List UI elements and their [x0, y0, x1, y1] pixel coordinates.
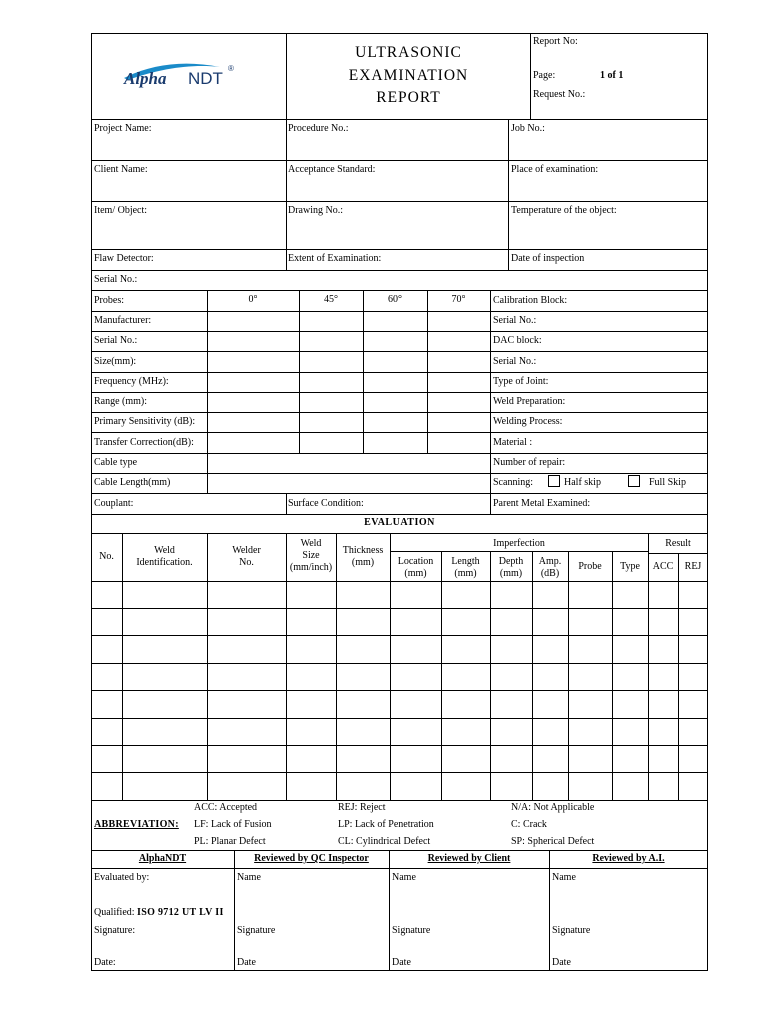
divider: [286, 493, 287, 514]
divider: [91, 868, 708, 869]
divider: [286, 119, 287, 271]
divider: [91, 850, 708, 851]
abbr-lf: LF: Lack of Fusion: [194, 819, 272, 830]
divider: [91, 745, 708, 746]
qualified-label-text: Qualified:: [94, 907, 135, 918]
location-header-line: (mm): [404, 568, 427, 579]
weld-size-header: [286, 538, 336, 574]
half-skip-label: Half skip: [564, 477, 601, 488]
title-line: REPORT: [376, 89, 441, 106]
request-no-label: Request No.:: [533, 89, 586, 100]
title-line: EXAMINATION: [348, 66, 469, 84]
divider: [91, 772, 708, 773]
divider: [299, 290, 300, 453]
divider: [122, 533, 123, 800]
size-label: Size(mm):: [94, 356, 137, 367]
divider: [91, 372, 708, 373]
ai-name-label: Name: [552, 872, 576, 883]
report-title: [287, 42, 530, 110]
extent-label: Extent of Examination:: [288, 253, 382, 264]
depth-header: [490, 556, 532, 580]
divider: [91, 533, 708, 534]
full-skip-label: Full Skip: [649, 477, 686, 488]
divider: [91, 663, 708, 664]
divider: [91, 160, 708, 161]
divider: [91, 473, 708, 474]
calibration-block-label: Calibration Block:: [493, 295, 568, 306]
divider: [390, 551, 648, 552]
title-line: ULTRASONIC: [355, 44, 462, 61]
abbr-acc: ACC: Accepted: [194, 802, 258, 813]
divider: [389, 850, 390, 971]
qc-name-label: Name: [237, 872, 261, 883]
divider: [91, 201, 708, 202]
company-logo: [122, 58, 242, 92]
item-object-label: Item/ Object:: [94, 205, 148, 216]
weld-preparation-label: Weld Preparation:: [493, 396, 566, 407]
divider: [612, 551, 613, 800]
transfer-correction-label: Transfer Correction(dB):: [94, 437, 194, 448]
weld-id-header: [122, 545, 207, 569]
welding-process-label: Welding Process:: [493, 416, 563, 427]
divider: [490, 290, 491, 514]
welder-no-header: [207, 545, 286, 569]
thickness-header-line: (mm): [351, 557, 375, 568]
client-name-label: Name: [392, 872, 416, 883]
range-label: Range (mm):: [94, 396, 148, 407]
divider: [532, 551, 533, 800]
divider: [91, 690, 708, 691]
length-header-line: Length: [451, 556, 480, 567]
frequency-label: Frequency (MHz):: [94, 376, 169, 387]
svg-text:®: ®: [228, 64, 234, 73]
divider: [490, 551, 491, 800]
divider: [363, 290, 364, 453]
abbr-lp: LP: Lack of Penetration: [338, 819, 434, 830]
page-label: Page:: [533, 70, 556, 81]
svg-text:NDT: NDT: [188, 69, 223, 88]
full-skip-checkbox[interactable]: [628, 475, 640, 487]
rej-header: REJ: [684, 561, 702, 572]
review-col-alphandt: AlphaNDT: [138, 853, 187, 864]
primary-sensitivity-label: Primary Sensitivity (dB):: [94, 416, 196, 427]
length-header: [441, 556, 490, 580]
manufacturer-label: Manufacturer:: [94, 315, 152, 326]
angle-45-header: 45°: [324, 294, 338, 305]
divider: [91, 412, 708, 413]
ai-signature-label: Signature: [552, 925, 591, 936]
evaluated-by-label: Evaluated by:: [94, 872, 150, 883]
weld-size-header-line: Weld: [300, 538, 322, 549]
divider: [207, 533, 208, 800]
job-no-label: Job No.:: [511, 123, 545, 134]
angle-70-header: 70°: [451, 294, 466, 305]
evaluation-title: EVALUATION: [364, 517, 435, 528]
weld-size-header-line: Size: [302, 550, 320, 561]
divider: [91, 718, 708, 719]
divider: [91, 800, 708, 801]
svg-text:Alpha: Alpha: [124, 69, 167, 88]
qualified-label: [94, 907, 224, 919]
review-col-qc: Reviewed by QC Inspector: [254, 853, 369, 864]
cable-length-label: Cable Length(mm): [94, 477, 171, 488]
divider: [568, 551, 569, 800]
divider: [648, 533, 649, 800]
location-header: [390, 556, 441, 580]
length-header-line: (mm): [454, 568, 477, 579]
date-of-inspection-label: Date of inspection: [511, 253, 585, 264]
divider: [234, 850, 235, 971]
temperature-label: Temperature of the object:: [511, 205, 617, 216]
review-col-ai: Reviewed by A.I.: [592, 853, 665, 864]
serial-no-label: Serial No.:: [94, 274, 138, 285]
divider: [91, 608, 708, 609]
divider: [91, 453, 708, 454]
weld-id-header-line: Weld: [154, 545, 175, 556]
surface-condition-label: Surface Condition:: [288, 498, 364, 509]
angle-0-header: 0°: [248, 294, 258, 305]
amp-header-line: (dB): [540, 568, 560, 579]
divider: [91, 514, 708, 515]
review-col-client: Reviewed by Client: [427, 853, 511, 864]
divider: [336, 533, 337, 800]
probe-serial-label: Serial No.:: [94, 335, 138, 346]
divider: [91, 432, 708, 433]
thickness-header: [336, 545, 390, 569]
divider: [91, 290, 708, 291]
divider: [91, 331, 708, 332]
logo-swoosh-icon: [122, 58, 242, 92]
flaw-detector-label: Flaw Detector:: [94, 253, 154, 264]
divider: [91, 249, 708, 250]
report-no-label: Report No:: [533, 36, 578, 47]
half-skip-checkbox[interactable]: [548, 475, 560, 487]
amp-header-line: Amp.: [538, 556, 562, 567]
divider: [91, 270, 708, 271]
divider: [91, 581, 708, 582]
abbr-cl: CL: Cylindrical Defect: [338, 836, 431, 847]
divider: [427, 290, 428, 453]
divider: [508, 119, 509, 271]
divider: [91, 392, 708, 393]
qc-signature-label: Signature: [237, 925, 276, 936]
depth-header-line: (mm): [499, 568, 523, 579]
thickness-header-line: Thickness: [342, 545, 384, 556]
parent-metal-label: Parent Metal Examined:: [493, 498, 591, 509]
acc-header: ACC: [652, 561, 674, 572]
depth-header-line: Depth: [498, 556, 524, 567]
divider: [207, 290, 208, 493]
weld-id-header-line: Identification.: [136, 557, 193, 568]
scanning-label: Scanning:: [493, 477, 533, 488]
project-name-label: Project Name:: [94, 123, 152, 134]
no-header: No.: [99, 551, 114, 562]
abbreviation-label: ABBREVIATION:: [94, 819, 179, 830]
client-name-label: Client Name:: [94, 164, 148, 175]
number-of-repair-label: Number of repair:: [493, 457, 566, 468]
abbr-rej: REJ: Reject: [338, 802, 386, 813]
divider: [91, 119, 708, 120]
place-of-examination-label: Place of examination:: [511, 164, 599, 175]
imperfection-header: Imperfection: [493, 538, 545, 549]
dac-serial-label: Serial No.:: [493, 356, 537, 367]
abbr-sp: SP: Spherical Defect: [511, 836, 595, 847]
result-header: Result: [665, 538, 691, 549]
welder-no-header-line: No.: [239, 557, 254, 568]
couplant-label: Couplant:: [94, 498, 134, 509]
client-signature-label: Signature: [392, 925, 431, 936]
acceptance-standard-label: Acceptance Standard:: [288, 164, 376, 175]
divider: [441, 551, 442, 800]
probes-label: Probes:: [94, 295, 124, 306]
probe-header: Probe: [578, 561, 602, 572]
weld-size-header-line: (mm/inch): [289, 562, 333, 573]
divider: [91, 311, 708, 312]
type-of-joint-label: Type of Joint:: [493, 376, 549, 387]
divider: [530, 33, 531, 120]
welder-no-header-line: Welder: [232, 545, 261, 556]
angle-60-header: 60°: [388, 294, 402, 305]
client-date-label: Date: [392, 957, 411, 968]
alphandt-date-label: Date:: [94, 957, 116, 968]
amp-header: [532, 556, 568, 580]
qc-date-label: Date: [237, 957, 256, 968]
ai-date-label: Date: [552, 957, 571, 968]
qualified-value: ISO 9712 UT LV II: [137, 907, 224, 918]
type-header: Type: [620, 561, 640, 572]
divider: [549, 850, 550, 971]
location-header-line: Location: [397, 556, 434, 567]
calibration-serial-label: Serial No.:: [493, 315, 537, 326]
procedure-no-label: Procedure No.:: [288, 123, 349, 134]
divider: [678, 553, 679, 800]
abbr-na: N/A: Not Applicable: [511, 802, 595, 813]
dac-block-label: DAC block:: [493, 335, 542, 346]
page-value: 1 of 1: [600, 70, 624, 81]
alphandt-signature-label: Signature:: [94, 925, 136, 936]
abbr-pl: PL: Planar Defect: [194, 836, 266, 847]
drawing-no-label: Drawing No.:: [288, 205, 343, 216]
divider: [91, 351, 708, 352]
divider: [91, 635, 708, 636]
material-label: Material :: [493, 437, 533, 448]
abbr-c: C: Crack: [511, 819, 547, 830]
divider: [91, 493, 708, 494]
cable-type-label: Cable type: [94, 457, 138, 468]
